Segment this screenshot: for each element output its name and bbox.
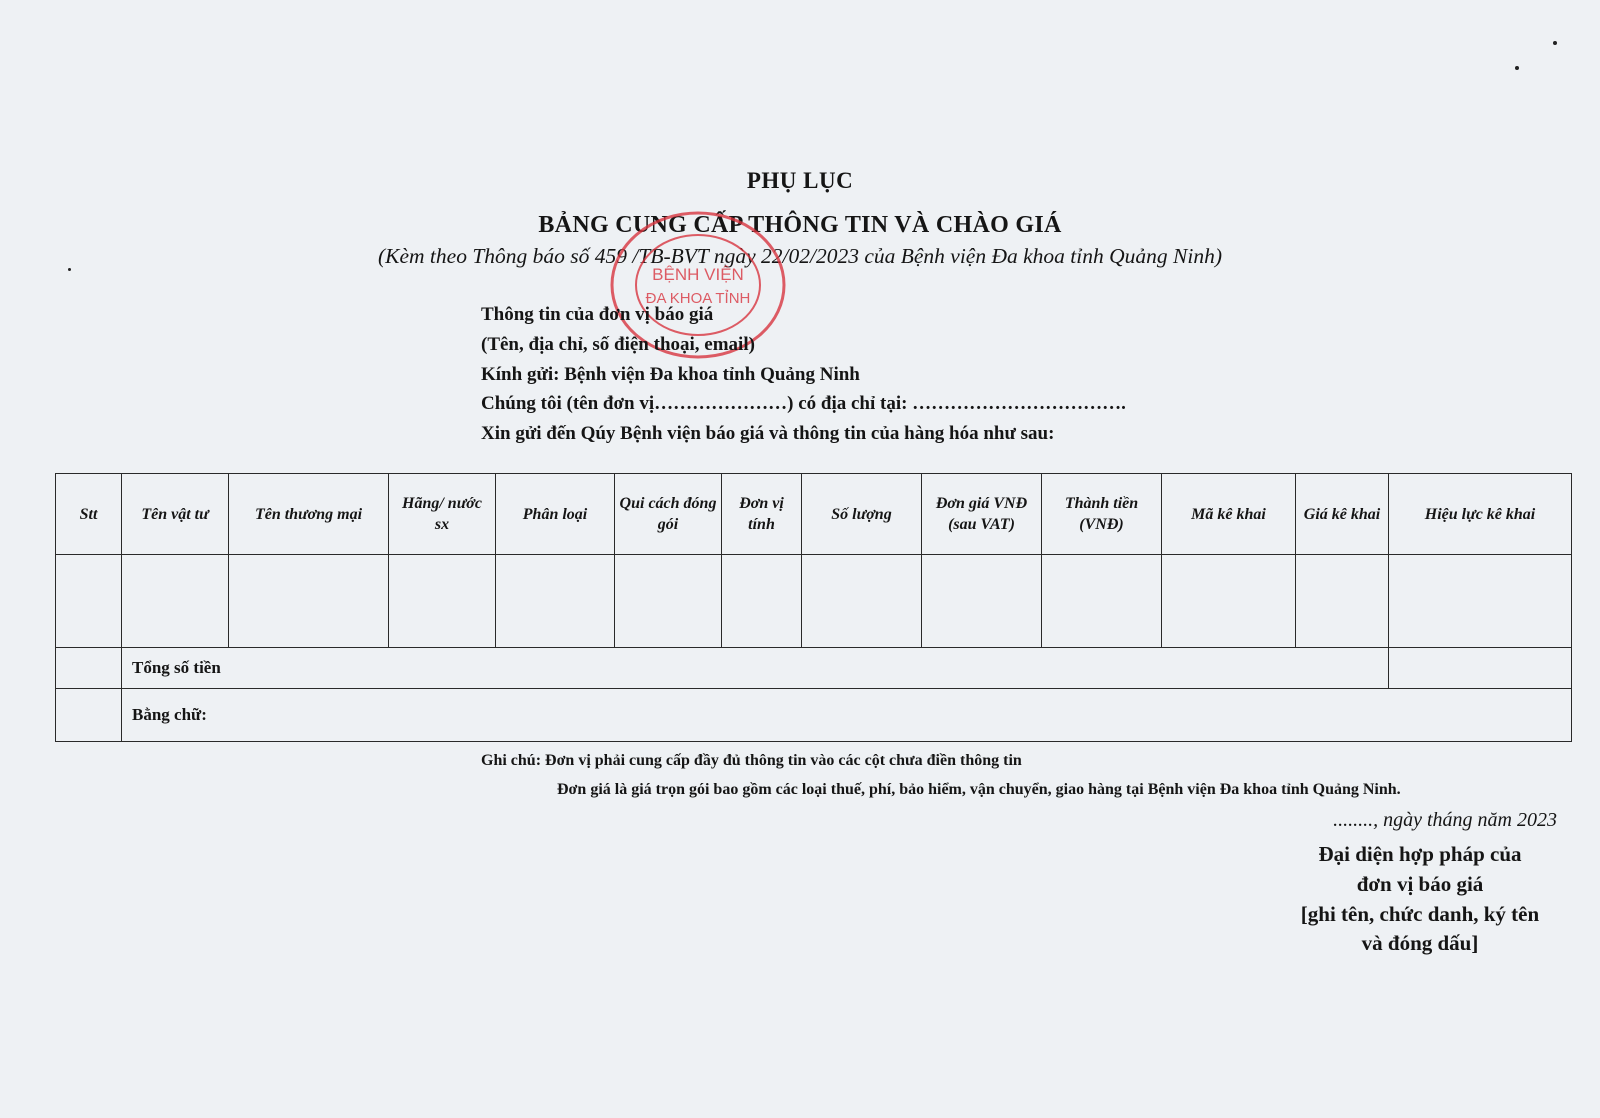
column-header-quantity: Số lượng bbox=[802, 474, 922, 555]
table-cell bbox=[496, 555, 615, 648]
document-title: PHỤ LỤC bbox=[746, 168, 854, 193]
seal-text-line2: ĐA KHOA TỈNH bbox=[645, 290, 751, 307]
table-cell bbox=[922, 555, 1042, 648]
table-cell bbox=[56, 555, 122, 648]
table-cell bbox=[802, 555, 922, 648]
signature-line-2: đơn vị báo giá bbox=[1356, 872, 1484, 896]
table-header-row bbox=[56, 474, 1572, 555]
column-header-classification: Phân loại bbox=[496, 474, 615, 555]
quote-intro-line: Xin gửi đến Qúy Bệnh viện báo giá và thông tin của hàng hóa như sau: bbox=[481, 423, 1055, 444]
signature-line-3: [ghi tên, chức danh, ký tên bbox=[1300, 902, 1540, 926]
column-header-manufacturer: Hãng/ nước sx bbox=[389, 474, 496, 555]
note-line-1: Ghi chú: Đơn vị phải cung cấp đầy đủ thông tin vào các cột chưa điền thông tin bbox=[481, 752, 1022, 769]
document-reference: (Kèm theo Thông báo số 459 /TB-BVT ngày 22/02/2023 của Bệnh viện Đa khoa tỉnh Quảng Ninh) bbox=[377, 244, 1222, 268]
column-header-declaration-code: Mã kê khai bbox=[1162, 474, 1296, 555]
total-value-cell bbox=[1389, 648, 1572, 689]
scan-speck bbox=[1515, 66, 1519, 70]
supplier-info-hint: (Tên, địa chỉ, số điện thoại, email) bbox=[481, 334, 755, 355]
amount-in-words-label: Bằng chữ: bbox=[122, 689, 1572, 742]
column-header-unit: Đơn vị tính bbox=[722, 474, 802, 555]
amount-in-words-row bbox=[56, 689, 1572, 742]
table-cell bbox=[1296, 555, 1389, 648]
column-header-unit-price: Đơn giá VNĐ (sau VAT) bbox=[922, 474, 1042, 555]
signature-line-4: và đóng dấu] bbox=[1361, 931, 1479, 955]
table-cell bbox=[1162, 555, 1296, 648]
document-subtitle: BẢNG CUNG CẤP THÔNG TIN VÀ CHÀO GIÁ bbox=[538, 212, 1062, 238]
table-cell bbox=[122, 555, 229, 648]
note-line-2: Đơn giá là giá trọn gói bao gồm các loại thuế, phí, bảo hiểm, vận chuyển, giao hàng tại Bệnh viện Đa khoa tỉnh Quảng Ninh. bbox=[557, 781, 1401, 798]
total-label: Tổng số tiền bbox=[122, 648, 1389, 689]
table-cell bbox=[229, 555, 389, 648]
recipient-line: Kính gửi: Bệnh viện Đa khoa tỉnh Quảng Ninh bbox=[481, 364, 860, 385]
column-header-trade-name: Tên thương mại bbox=[229, 474, 389, 555]
seal-text-line1: BỆNH VIỆN bbox=[652, 265, 744, 284]
column-header-material-name: Tên vật tư bbox=[122, 474, 229, 555]
table-cell bbox=[56, 689, 122, 742]
column-header-declaration-validity: Hiệu lực kê khai bbox=[1389, 474, 1572, 555]
quotation-table bbox=[55, 473, 1572, 742]
supplier-info-heading: Thông tin của đơn vị báo giá bbox=[481, 304, 714, 325]
signature-date: ........, ngày tháng năm 2023 bbox=[1333, 809, 1557, 831]
column-header-declared-price: Giá kê khai bbox=[1296, 474, 1389, 555]
supplier-address-line: Chúng tôi (tên đơn vị…………………) có địa chỉ tại: ……………………………. bbox=[481, 393, 1126, 414]
table-cell bbox=[1389, 555, 1572, 648]
column-header-stt: Stt bbox=[56, 474, 122, 555]
table-cell bbox=[722, 555, 802, 648]
signature-line-1: Đại diện hợp pháp của bbox=[1318, 842, 1522, 866]
table-row bbox=[56, 555, 1572, 648]
table-cell bbox=[389, 555, 496, 648]
table-cell bbox=[615, 555, 722, 648]
column-header-packaging: Qui cách đóng gói bbox=[615, 474, 722, 555]
total-row bbox=[56, 648, 1572, 689]
scan-speck bbox=[1553, 41, 1557, 45]
table-cell bbox=[56, 648, 122, 689]
column-header-amount: Thành tiền (VNĐ) bbox=[1042, 474, 1162, 555]
table-cell bbox=[1042, 555, 1162, 648]
